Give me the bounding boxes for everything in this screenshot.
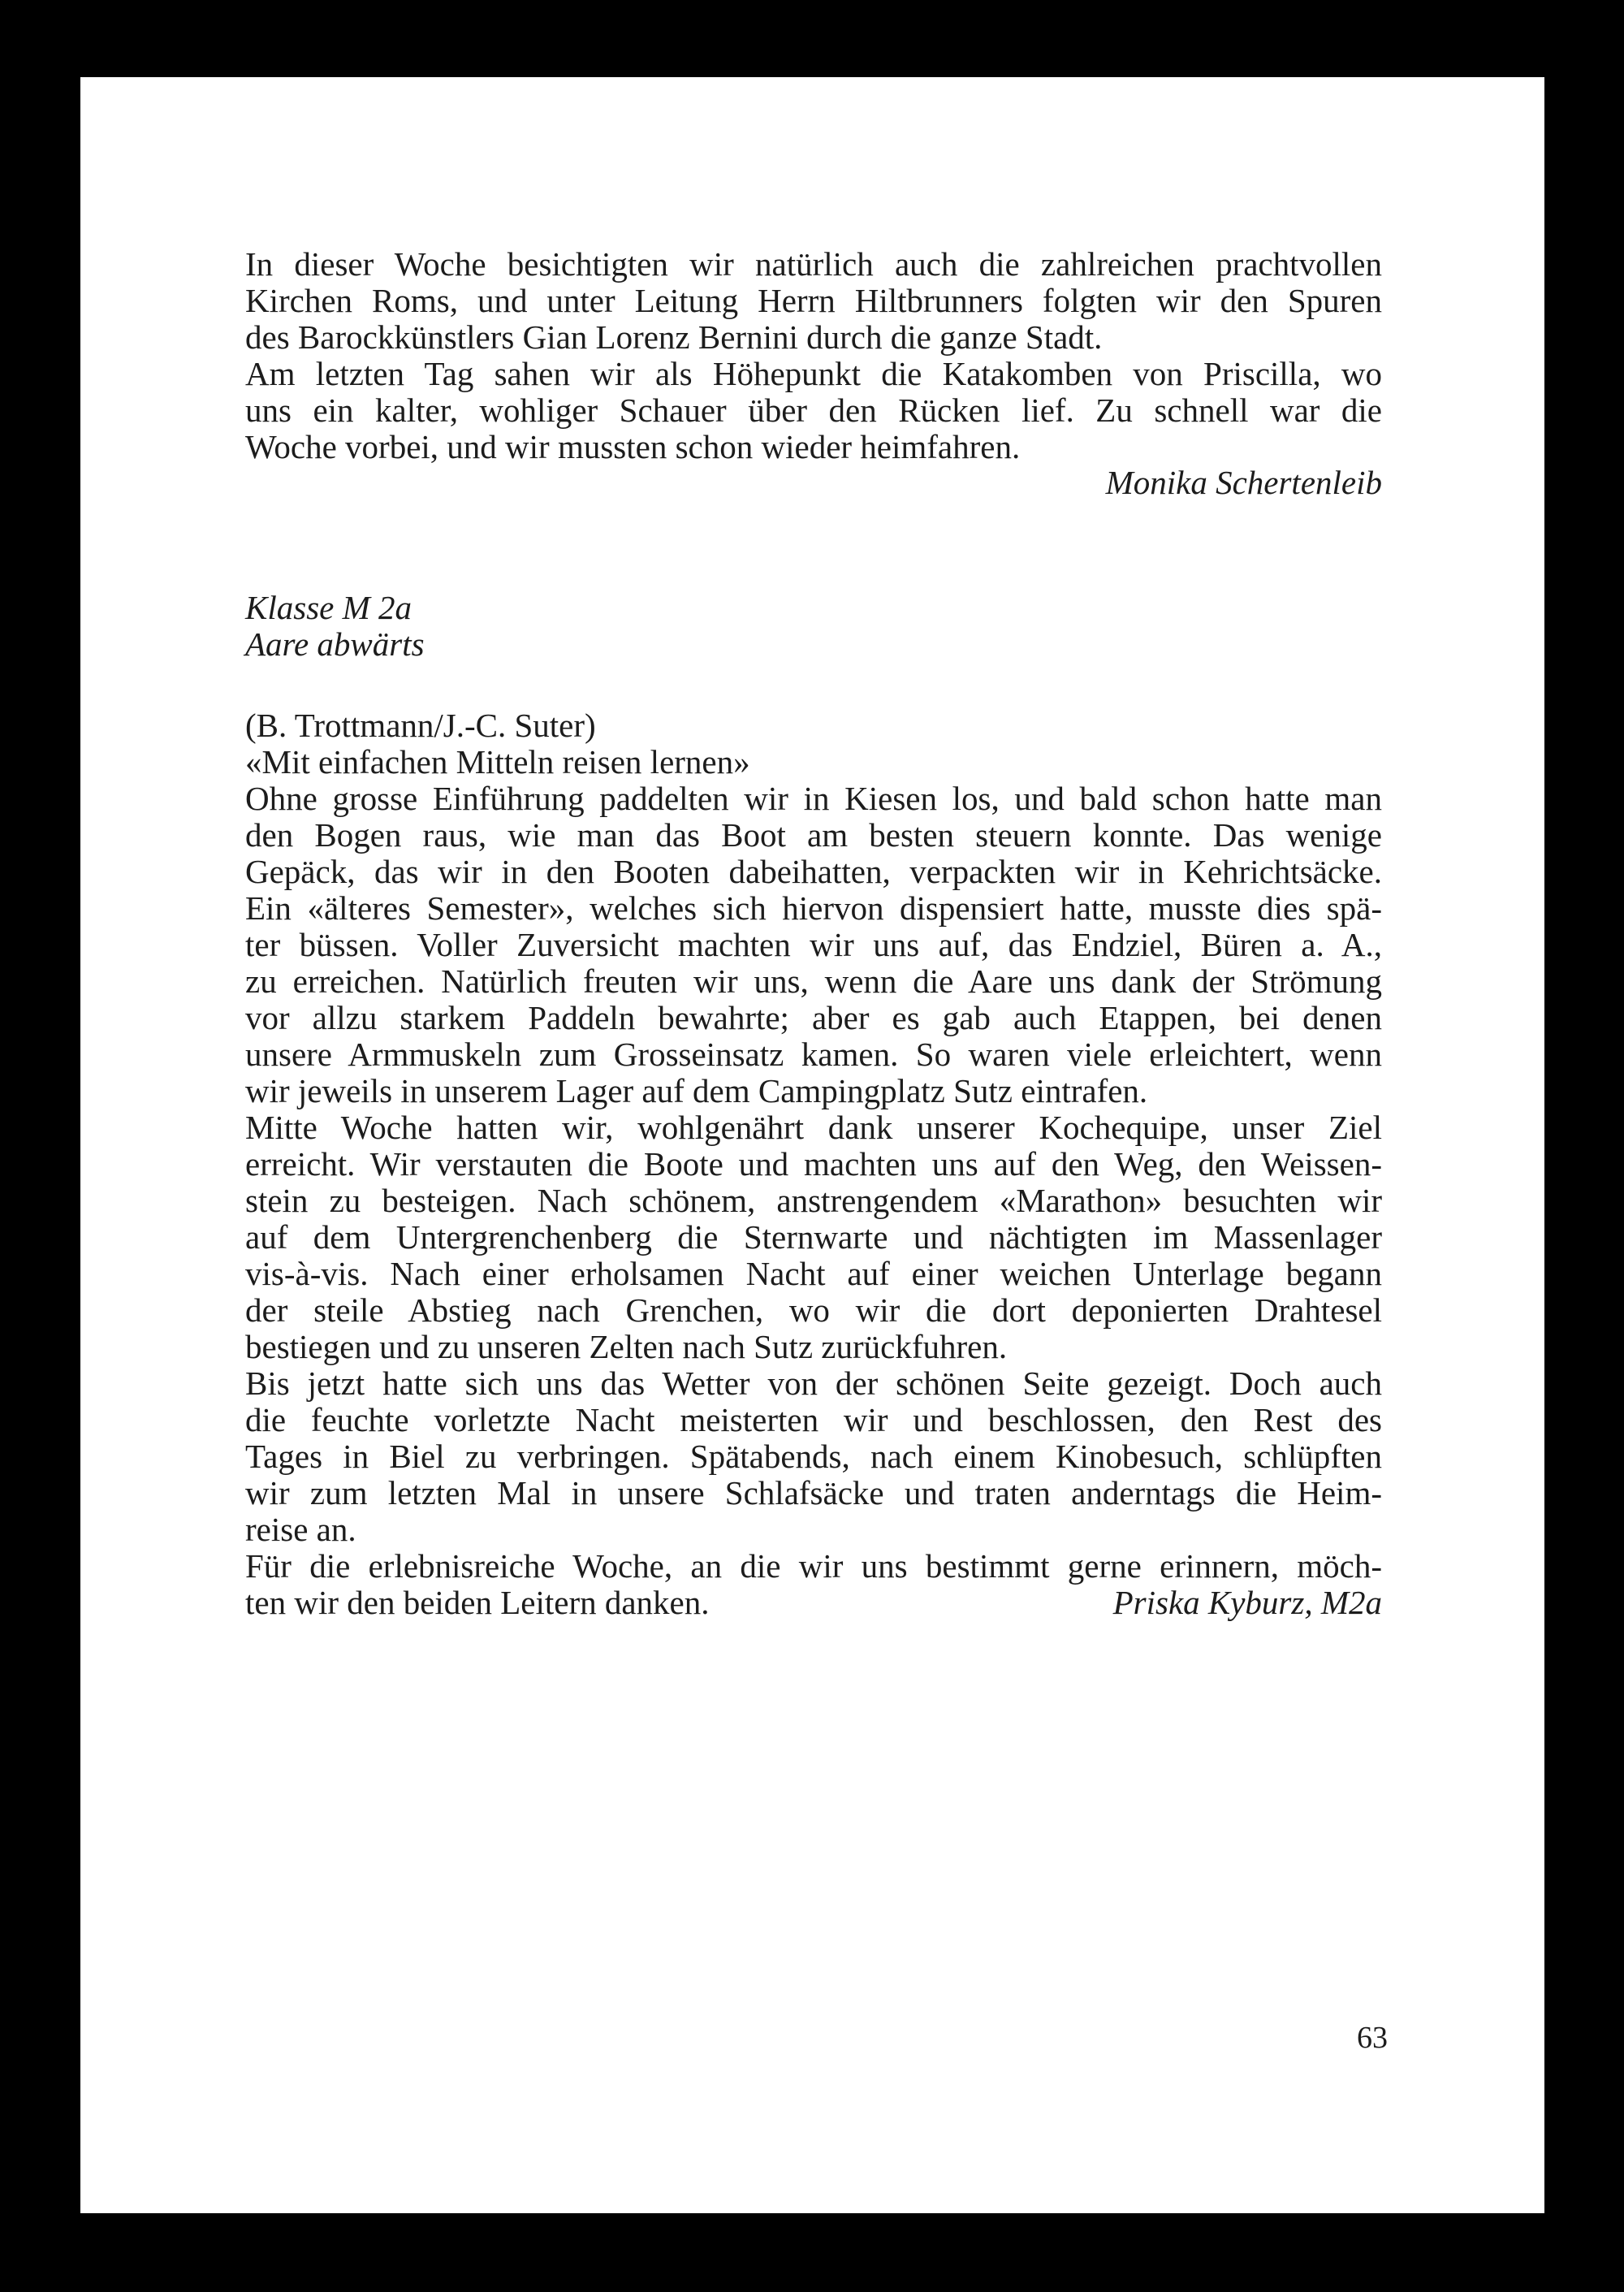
paragraph-line: Ein «älteres Semester», welches sich hiervon dispensiert hatte, musste dies spä- bbox=[245, 889, 1382, 927]
closing-line bbox=[245, 1584, 1382, 1621]
paragraph-line: bestiegen und zu unseren Zelten nach Sutz zurückfuhren. bbox=[245, 1328, 1008, 1365]
paragraph-line: des Barockkünstlers Gian Lorenz Bernini durch die ganze Stadt. bbox=[245, 318, 1103, 356]
paragraph-line: der steile Abstieg nach Grenchen, wo wir die dort deponierten Drahtesel bbox=[245, 1291, 1382, 1329]
page-number: 63 bbox=[1357, 2021, 1388, 2055]
paragraph-line: wir jeweils in unserem Lager auf dem Campingplatz Sutz eintrafen. bbox=[245, 1072, 1148, 1109]
paragraph-line: Ohne grosse Einführung paddelten wir in Kiesen los, und bald schon hatte man bbox=[245, 780, 1382, 817]
paragraph-line: Am letzten Tag sahen wir als Höhepunkt die Katakomben von Priscilla, wo bbox=[245, 355, 1382, 392]
paragraph-line: reise an. bbox=[245, 1511, 356, 1548]
motto-line: «Mit einfachen Mitteln reisen lernen» bbox=[245, 743, 750, 781]
paragraph-line: auf dem Untergrenchenberg die Sternwarte und nächtigten im Massenlager bbox=[245, 1218, 1382, 1256]
paragraph-line: wir zum letzten Mal in unsere Schlafsäcke und traten anderntags die Heim- bbox=[245, 1474, 1382, 1511]
paragraph-line: In dieser Woche besichtigten wir natürlich auch die zahlreichen prachtvollen bbox=[245, 245, 1382, 283]
paragraph-line: uns ein kalter, wohliger Schauer über den Rücken lief. Zu schnell war die bbox=[245, 391, 1382, 429]
paragraph-line: den Bogen raus, wie man das Boot am besten steuern konnte. Das wenige bbox=[245, 816, 1382, 854]
paragraph-line: ten wir den beiden Leitern danken. bbox=[245, 1584, 710, 1621]
paragraph-line: erreicht. Wir verstauten die Boote und machten uns auf den Weg, den Weissen- bbox=[245, 1145, 1382, 1183]
class-label: Klasse M 2a bbox=[245, 589, 412, 626]
section-title: Aare abwärts bbox=[245, 625, 425, 663]
paragraph-line: Gepäck, das wir in den Booten dabeihatten, verpackten wir in Kehrichtsäcke. bbox=[245, 853, 1382, 890]
author-signature: Monika Schertenleib bbox=[1105, 464, 1382, 501]
paragraph-line: Woche vorbei, und wir mussten schon wieder heimfahren. bbox=[245, 428, 1021, 465]
paragraph-line: vis-à-vis. Nach einer erholsamen Nacht auf einer weichen Unterlage begann bbox=[245, 1255, 1382, 1292]
paragraph-line: stein zu besteigen. Nach schönem, anstrengendem «Marathon» besuchten wir bbox=[245, 1182, 1382, 1219]
document-page bbox=[80, 77, 1544, 2213]
paragraph-line: vor allzu starkem Paddeln bewahrte; aber es gab auch Etappen, bei denen bbox=[245, 999, 1382, 1036]
paragraph-line: Kirchen Roms, und unter Leitung Herrn Hiltbrunners folgten wir den Spuren bbox=[245, 282, 1382, 319]
leaders-line: (B. Trottmann/J.-C. Suter) bbox=[245, 707, 596, 744]
author-signature: Priska Kyburz, M2a bbox=[1112, 1584, 1382, 1621]
paragraph-line: zu erreichen. Natürlich freuten wir uns, wenn die Aare uns dank der Strömung bbox=[245, 962, 1382, 1000]
paragraph-line: unsere Armmuskeln zum Grosseinsatz kamen. So waren viele erleichtert, wenn bbox=[245, 1036, 1382, 1073]
paragraph-line: ter büssen. Voller Zuversicht machten wir uns auf, das Endziel, Büren a. A., bbox=[245, 926, 1382, 963]
paragraph-line: Tages in Biel zu verbringen. Spätabends, nach einem Kinobesuch, schlüpften bbox=[245, 1438, 1382, 1475]
paragraph-line: Bis jetzt hatte sich uns das Wetter von der schönen Seite gezeigt. Doch auch bbox=[245, 1364, 1382, 1402]
paragraph-line: Mitte Woche hatten wir, wohlgenährt dank unserer Kochequipe, unser Ziel bbox=[245, 1109, 1382, 1146]
paragraph-line: Für die erlebnisreiche Woche, an die wir uns bestimmt gerne erinnern, möch- bbox=[245, 1547, 1382, 1585]
paragraph-line: die feuchte vorletzte Nacht meisterten wir und beschlossen, den Rest des bbox=[245, 1401, 1382, 1438]
